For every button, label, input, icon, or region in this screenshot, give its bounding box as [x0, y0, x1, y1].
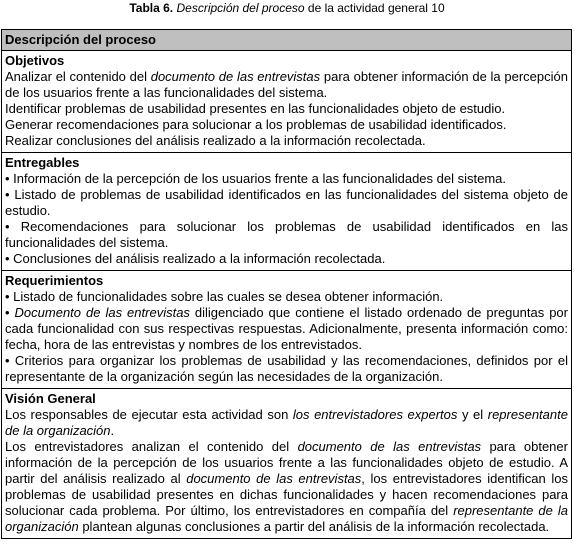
requerimiento-1: • Listado de funcionalidades sobre las cuales se desea obtener información. — [5, 289, 444, 304]
section-requerimientos — [2, 271, 571, 389]
requerimiento-2 — [5, 305, 568, 353]
vision-p1-e: . — [110, 423, 115, 438]
requerimientos-title: Requerimientos — [5, 273, 104, 288]
caption-italic: Descripción del proceso — [176, 1, 305, 15]
vision-p1-a: Los responsables de ejecutar esta actividad son — [5, 407, 293, 422]
section-vision-general — [2, 389, 571, 538]
process-table — [1, 29, 572, 539]
requerimiento-2-bullet: • — [5, 305, 15, 320]
vision-p1-c: y el — [457, 407, 488, 422]
caption-rest: de la actividad general 10 — [307, 1, 445, 15]
objetivo-4: Realizar conclusiones del análisis realizado a la información recolectada. — [5, 133, 426, 148]
objetivo-2: Identificar problemas de usabilidad presentes en las funcionalidades objeto de estudio. — [5, 101, 506, 116]
objetivo-1 — [5, 69, 568, 101]
objetivos-title: Objetivos — [5, 53, 65, 68]
section-entregables — [2, 153, 571, 271]
objetivo-1-text-c: para obtener información de la percepción de los usuarios frente a las funcionalidades del sistema. — [5, 69, 568, 100]
entregables-title: Entregables — [5, 155, 80, 170]
vision-paragraph-1 — [5, 407, 568, 439]
vision-p1-b: los entrevistadores expertos — [292, 407, 458, 422]
vision-p2-e: , los entrevistadores identifican los problemas de usabilidad presentes en dichas funcionalidades y hacen recomendaciones para solucionar cada problema. Por último, los entrevistadores en compañía del — [5, 471, 568, 518]
objetivo-1-italic: documento de las entrevistas — [150, 69, 321, 84]
section-objetivos — [2, 51, 571, 153]
caption-label: Tabla 6. — [129, 1, 174, 15]
requerimiento-2-text: diligenciado que contiene el listado ordenado de preguntas por cada funcionalidad con sus respectivas respuestas. Adicionalmente, presenta información como: fecha, hora de las entrevistas y nombres de los entrevistados. — [5, 305, 568, 352]
vision-p2-c: para obtener información de la percepción de los usuarios frente a las funcionalidades objeto de estudio. A partir del análisis realizado al — [5, 439, 568, 486]
vision-p2-b: documento de las entrevistas — [297, 439, 482, 454]
objetivo-3: Generar recomendaciones para solucionar a los problemas de usabilidad identificados. — [5, 117, 507, 132]
vision-paragraph-2 — [5, 439, 568, 535]
vision-p2-a: Los entrevistadores analizan el contenido del — [5, 439, 298, 454]
table-caption — [0, 0, 574, 25]
vision-p2-f: representante de la organización — [5, 503, 568, 534]
entregable-1: • Información de la percepción de los usuarios frente a las funcionalidades del sistema. — [5, 171, 507, 186]
vision-title: Visión General — [5, 391, 96, 406]
requerimiento-2-italic: Documento de las entrevistas — [14, 305, 190, 320]
entregable-2: • Listado de problemas de usabilidad identificados en las funcionalidades del sistema objeto de estudio. — [5, 187, 568, 218]
table-header: Descripción del proceso — [2, 30, 571, 51]
entregable-4: • Conclusiones del análisis realizado a la información recolectada. — [5, 251, 386, 266]
vision-p2-d: documento de las entrevistas — [186, 471, 362, 486]
objetivo-1-text-a: Analizar el contenido del — [5, 69, 151, 84]
requerimiento-3: • Criterios para organizar los problemas de usabilidad y las recomendaciones, definidos por el representante de la organización según las necesidades de la organización. — [5, 353, 568, 384]
entregable-3: • Recomendaciones para solucionar los problemas de usabilidad identificados en las funcionalidades del sistema. — [5, 219, 568, 250]
vision-p1-d: representante de la organización — [5, 407, 568, 438]
vision-p2-g: plantean algunas conclusiones a partir del análisis de la información recolectada. — [78, 519, 550, 534]
